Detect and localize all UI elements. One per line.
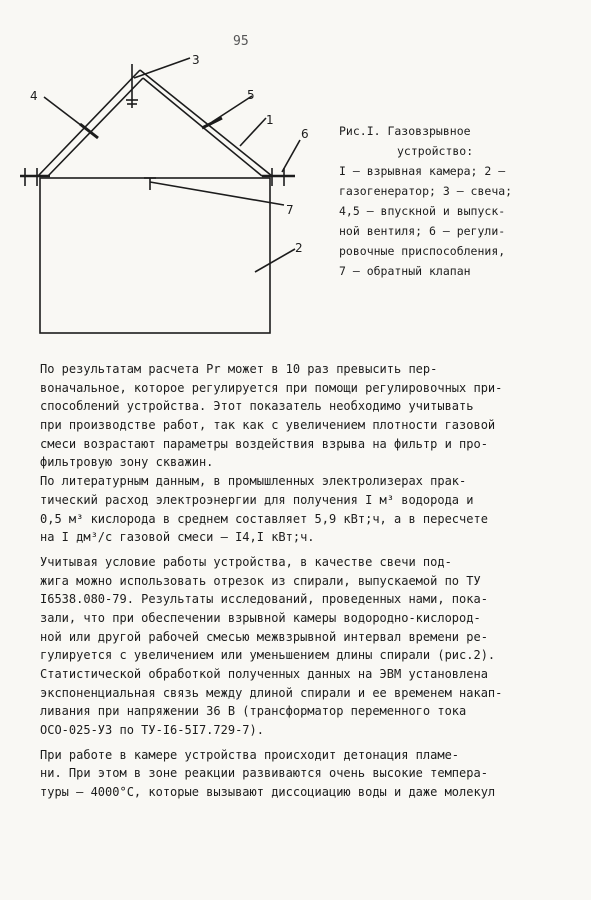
- text-line: экспоненциальная связь между длиной спирали и ее временем накап-: [40, 685, 503, 700]
- text-line: Учитывая условие работы устройства, в качестве свечи под-: [40, 554, 452, 569]
- caption-line: ровочные приспособления,: [339, 244, 506, 258]
- caption-line: 7 – обратный клапан: [339, 264, 471, 278]
- figure-label-3: 3: [192, 53, 200, 67]
- text-line: ливания при напряжении 36 В (трансформатор переменного тока: [40, 704, 467, 719]
- text-line: на I дм³/с газовой смеси – I4,I кВт;ч.: [40, 530, 315, 545]
- paragraph: [40, 746, 580, 802]
- text-line: При работе в камере устройства происходит детонация пламе-: [40, 747, 460, 762]
- text-line: воначальное, которое регулируется при помощи регулировочных при-: [40, 380, 503, 395]
- page-number: 95: [233, 34, 249, 49]
- body-text: [40, 360, 580, 802]
- text-line: Статистической обработкой полученных данных на ЭВМ установлена: [40, 667, 488, 681]
- text-line: туры – 4000°С, которые вызывают диссоциацию воды и даже молекул: [40, 785, 496, 800]
- caption-line: 4,5 – впускной и выпуск-: [339, 204, 506, 218]
- chamber-right-tube: [140, 70, 272, 176]
- figure-label-2: 2: [295, 241, 303, 255]
- caption-line: газогенератор; 3 – свеча;: [339, 184, 513, 198]
- figure-label-4: 4: [30, 89, 38, 103]
- text-line: смеси возрастают параметры воздействия взрыва на фильтр и про-: [40, 436, 488, 451]
- caption-line: I – взрывная камера; 2 –: [339, 164, 506, 178]
- text-line: зали, что при обеспечении взрывной камеры водородно-кислород-: [40, 610, 481, 625]
- figure-label-1: 1: [266, 113, 274, 127]
- text-line: гулируется с увеличением или уменьшением длины спирали (рис.2).: [40, 648, 496, 663]
- figure-caption: [339, 121, 579, 281]
- caption-line: устройство:: [397, 144, 474, 158]
- text-line: По литературным данным, в промышленных электролизерах прак-: [40, 474, 467, 489]
- text-line: I6538.080-79. Результаты исследований, проведенных нами, пока-: [40, 592, 488, 607]
- text-line: при производстве работ, так как с увеличением плотности газовой: [40, 418, 496, 433]
- figure-label-6: 6: [301, 127, 309, 141]
- caption-line: Рис.I. Газовзрывное: [339, 124, 471, 138]
- text-line: ной или другой рабочей смесью межвзрывной интервал времени ре-: [40, 629, 488, 644]
- text-line: 0,5 м³ кислорода в среднем составляет 5,9 кВт;ч, а в пересчете: [40, 511, 488, 526]
- paragraph: [40, 553, 580, 740]
- text-line: жига можно использовать отрезок из спирали, выпускаемой по ТУ: [40, 573, 481, 588]
- text-line: тический расход электроэнергии для получения I м³ водорода и: [40, 492, 474, 507]
- caption-line: ной вентиля; 6 – регули-: [339, 224, 506, 238]
- text-line: ОСО-025-УЗ по ТУ-I6-5I7.729-7).: [40, 723, 264, 738]
- figure-label-5: 5: [247, 88, 255, 102]
- chamber-left-tube: [38, 70, 140, 176]
- text-line: ни. При этом в зоне реакции развиваются очень высокие темпера-: [40, 766, 488, 781]
- text-line: По результатам расчета Pr может в 10 раз превысить пер-: [40, 362, 438, 376]
- gas-generator-box: [40, 178, 270, 333]
- text-line: способлений устройства. Этот показатель необходимо учитывать: [40, 399, 474, 414]
- text-line: фильтровую зону скважин.: [40, 455, 214, 470]
- paragraph: [40, 360, 580, 472]
- figure-label-7: 7: [286, 203, 294, 217]
- paragraph: [40, 472, 580, 547]
